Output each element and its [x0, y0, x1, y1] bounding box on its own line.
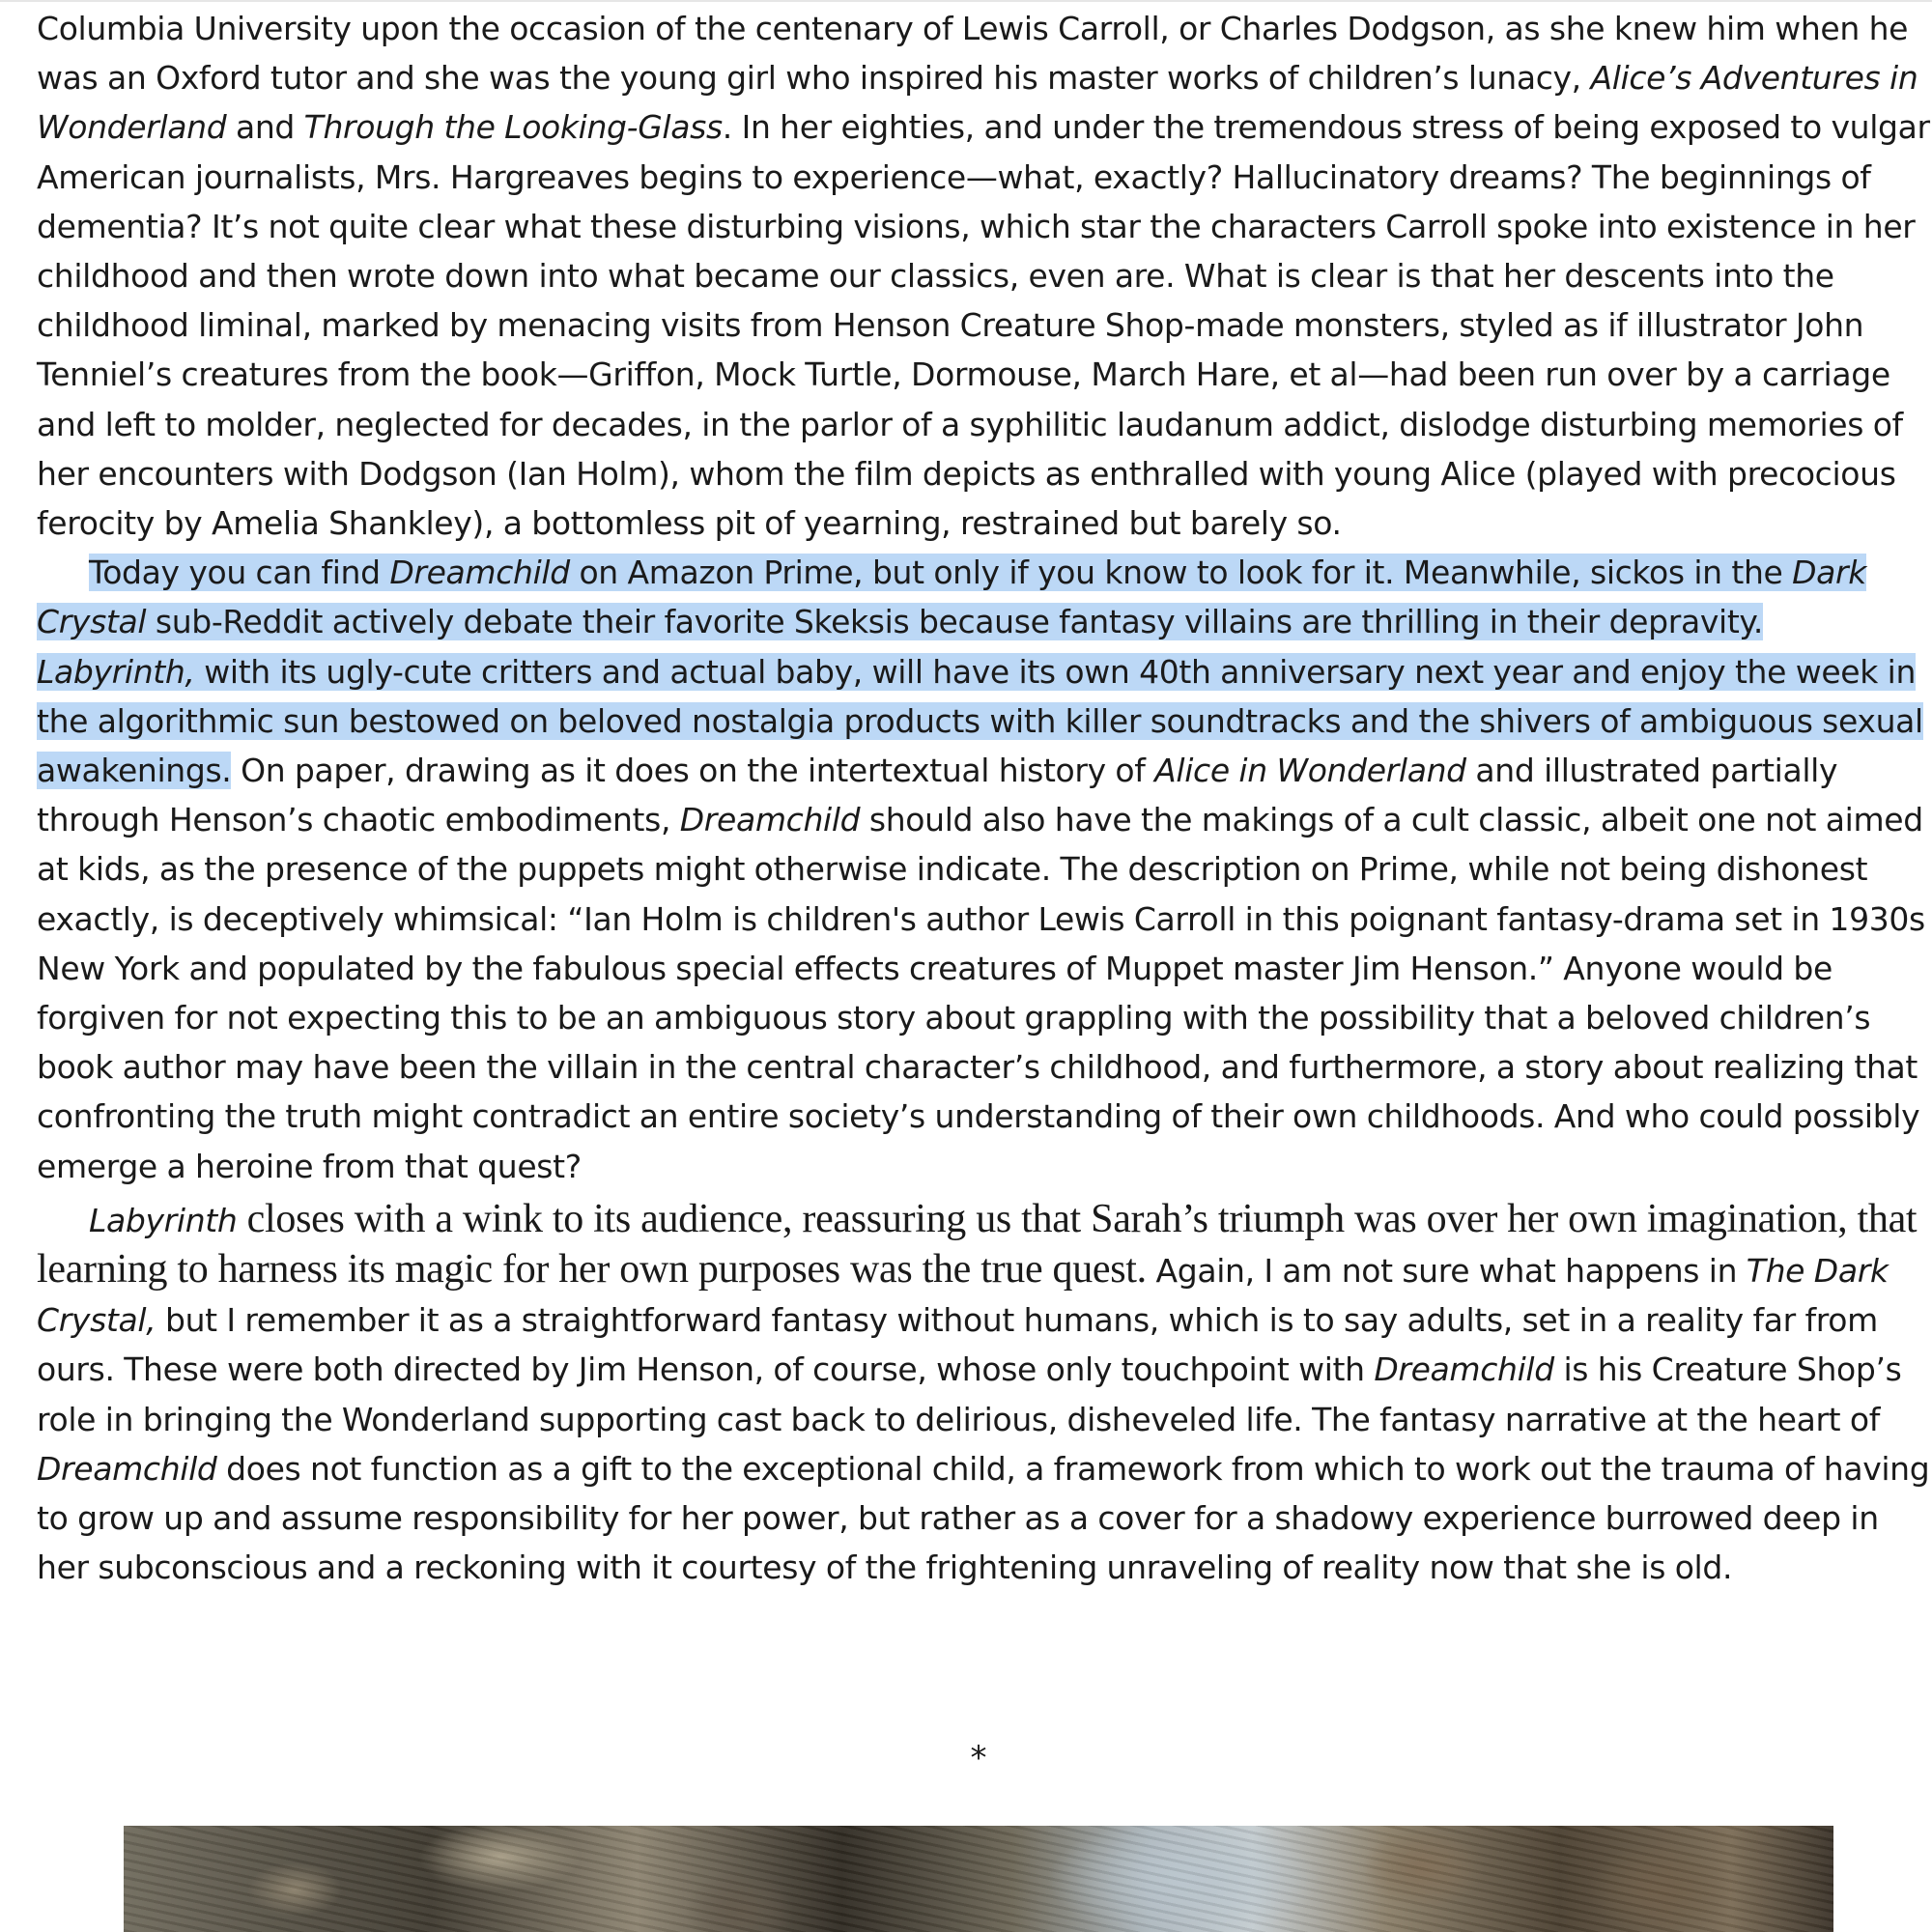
section-break: *	[970, 1739, 987, 1777]
title-dreamchild: Dreamchild	[389, 554, 570, 592]
title-alices-adventures: Alice’s Adventures in Wonderland	[37, 59, 1918, 147]
paragraph-3-text-2: but I remember it as a straightforward fantasy without humans, which is to say adults, set in a reality far from ours. These were both directed by Jim Henson, of course, whose only touchpoint with	[37, 1301, 1878, 1389]
paragraph-1-text-1: Columbia University upon the occasion of the centenary of Lewis Carroll, or Charles Dodgson, as she knew him when he was an Oxford tutor and she was the young girl who inspired his master works of children’s lunacy,	[37, 10, 1909, 98]
film-still-image	[124, 1826, 1833, 1932]
title-the-dark-crystal: The Dark Crystal,	[37, 1252, 1889, 1340]
paragraph-2[interactable]	[37, 548, 1930, 1191]
title-dark-crystal: Dark Crystal	[37, 554, 1867, 641]
paragraph-3-text-1: Again, I am not sure what happens in	[1146, 1252, 1747, 1291]
paragraph-2-text-3: should also have the makings of a cult classic, albeit one not aimed at kids, as the presence of the puppets might otherwise indicate. The description on Prime, while not being dishonest exactly, is deceptively whimsical: “Ian Holm is children's author Lewis Carroll in this poignant fantasy-drama set in 1930s New York and populated by the fabulous special effects creatures of Muppet master Jim Henson.” Anyone would be forgiven for not expecting this to be an ambiguous story about grappling with the possibility that a beloved children’s book author may have been the villain in the central character’s childhood, and furthermore, a story about realizing that confronting the truth might contradict an entire society’s understanding of their own childhoods. And who could possibly emerge a heroine from that quest?	[37, 801, 1925, 1185]
paragraph-3-text-4: does not function as a gift to the exceptional child, a framework from which to work out the trauma of having to grow up and assume responsibility for her power, but rather as a cover for a shadowy experience burrowed deep in her subconscious and a reckoning with it courtesy of the frightening unraveling of reality now that she is old.	[37, 1449, 1930, 1587]
paragraph-3	[37, 1195, 1930, 1593]
title-labyrinth: Labyrinth,	[37, 652, 195, 691]
paragraph-3-serif-text: closes with a wink to its audience, reassuring us that Sarah’s triumph was over her own imagination, that learning to harness its magic for her own purposes was the true quest.	[37, 1196, 1918, 1293]
paragraph-1	[37, 4, 1930, 548]
film-still-texture	[124, 1826, 1833, 1932]
selected-text-2: on Amazon Prime, but only if you know to look for it. Meanwhile, sickos in the	[569, 554, 1793, 592]
title-dreamchild: Dreamchild	[37, 1449, 217, 1488]
top-divider	[0, 0, 1932, 2]
article-body	[37, 4, 1930, 1593]
title-alice-in-wonderland: Alice in Wonderland	[1154, 752, 1466, 790]
title-labyrinth: Labyrinth	[89, 1201, 238, 1239]
title-dreamchild: Dreamchild	[679, 801, 861, 839]
title-through-the-looking-glass: Through the Looking-Glass	[303, 108, 723, 147]
selected-text-4: with its ugly-cute critters and actual baby, will have its own 40th anniversary next year and enjoy the week in the algorithmic sun bestowed on beloved nostalgia products with killer soundtracks and the shivers of ambiguous sexual awakenings.	[37, 652, 1923, 790]
title-dreamchild: Dreamchild	[1374, 1350, 1554, 1389]
paragraph-1-text-3: . In her eighties, and under the tremendous stress of being exposed to vulgar American journalists, Mrs. Hargreaves begins to experience—what, exactly? Hallucinatory dreams? The beginnings of dementia? It’s not quite clear what these disturbing visions, which star the characters Carroll spoke into existence in her childhood and then wrote down into what became our classics, even are. What is clear is that her descents into the childhood liminal, marked by menacing visits from Henson Creature Shop-made monsters, styled as if illustrator John Tenniel’s creatures from the book—Griffon, Mock Turtle, Dormouse, March Hare, et al—had been run over by a carriage and left to molder, neglected for decades, in the parlor of a syphilitic laudanum addict, dislodge disturbing memories of her encounters with Dodgson (Ian Holm), whom the film depicts as enthralled with young Alice (played with precocious ferocity by Amelia Shankley), a bottomless pit of yearning, restrained but barely so.	[37, 108, 1930, 543]
paragraph-2-text-1: On paper, drawing as it does on the intertextual history of	[231, 752, 1155, 790]
paragraph-3-text-3: is his Creature Shop’s role in bringing the Wonderland supporting cast back to delirious, disheveled life. The fantasy narrative at the heart of	[37, 1350, 1902, 1438]
paragraph-2-text-2: and illustrated partially through Henson’s chaotic embodiments,	[37, 752, 1838, 839]
selected-text-3: sub-Reddit actively debate their favorite Skeksis because fantasy villains are thrilling in their depravity.	[146, 603, 1764, 641]
selected-text-1: Today you can find	[89, 554, 390, 592]
paragraph-1-text-2: and	[226, 108, 304, 147]
